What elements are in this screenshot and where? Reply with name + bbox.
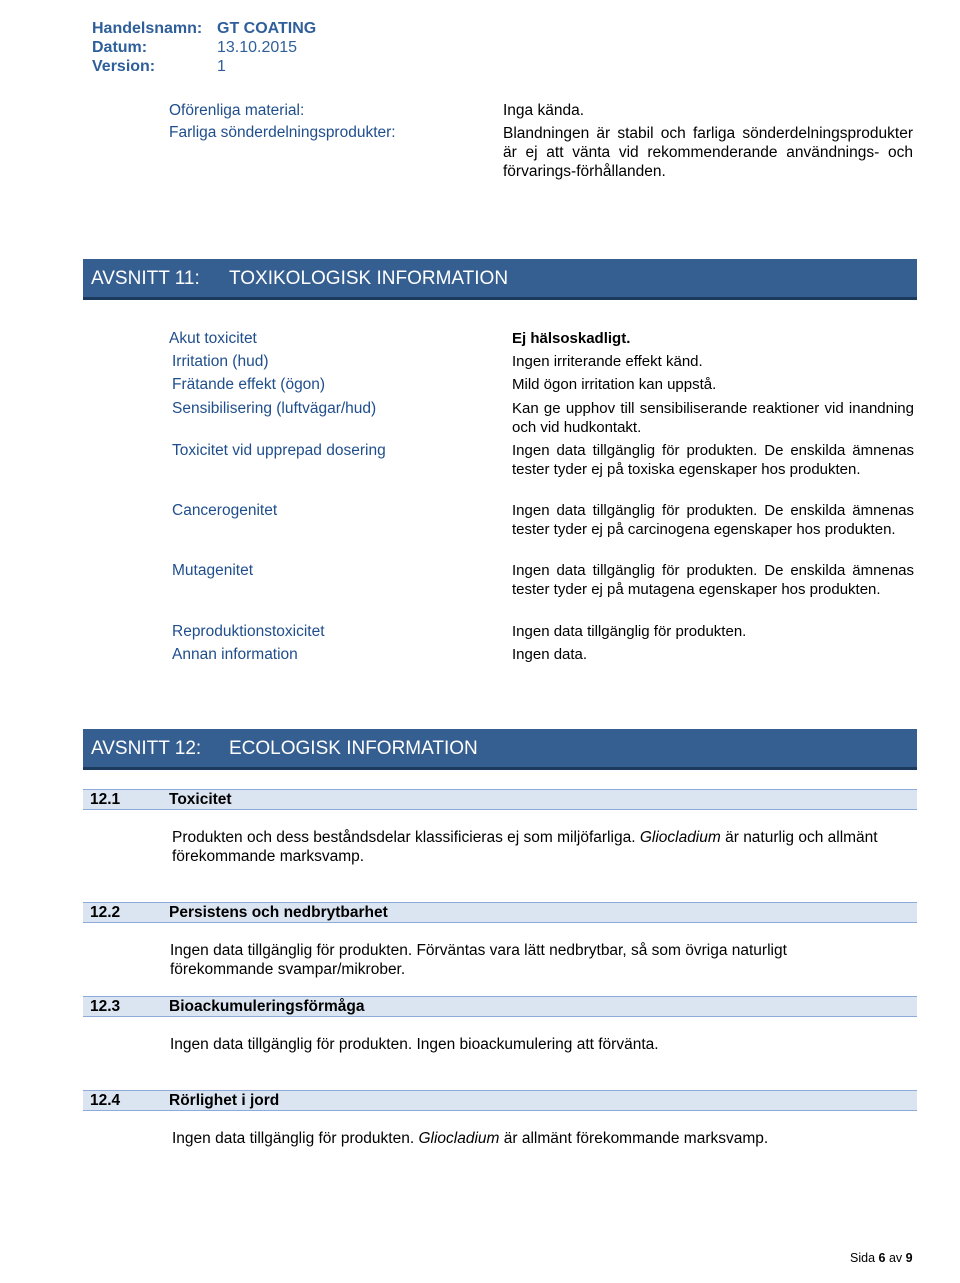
- tox-value-repeated: Ingen data tillgänglig för produkten. De enskilda ämnenas tester tyder ej på toxiska egenskaper hos produkten.: [512, 442, 914, 478]
- page-current: 6: [878, 1251, 886, 1265]
- tox-label-irritation: Irritation (hud): [172, 353, 269, 370]
- tox-value-reproduction: Ingen data tillgänglig för produkten.: [512, 623, 747, 640]
- decomposition-value: Blandningen är stabil och farliga sönderdelningsprodukter är ej att vänta vid rekommenderande användnings- och förvarings-förhållanden.: [503, 125, 913, 180]
- tox-value-acute: Ej hälsoskadligt.: [512, 330, 631, 347]
- subsection-number: 12.2: [90, 904, 121, 921]
- subsection-12-2-header: [83, 902, 917, 923]
- tox-label-repeated: Toxicitet vid upprepad dosering: [172, 442, 386, 459]
- subsection-12-3-header: [83, 996, 917, 1017]
- tox-label-mutagenicity: Mutagenitet: [172, 562, 253, 579]
- date-label: Datum:: [92, 39, 148, 56]
- subsection-number: 12.1: [90, 791, 121, 808]
- subsection-12-1-header: [83, 789, 917, 810]
- text-part: är naturlig och allmänt förekommande marksvamp.: [172, 829, 878, 865]
- tox-label-corrosive: Frätande effekt (ögon): [172, 376, 326, 393]
- italic-species-name: Gliocladium: [418, 1130, 500, 1147]
- subsection-12-4-header: [83, 1090, 917, 1111]
- section-12-number: AVSNITT 12:: [91, 738, 202, 759]
- subsection-12-4-text: [172, 1129, 917, 1148]
- tox-label-acute: Akut toxicitet: [169, 330, 257, 347]
- section-11-number: AVSNITT 11:: [91, 268, 200, 289]
- trade-name-label: Handelsnamn:: [92, 20, 203, 37]
- tox-value-carcinogenicity: Ingen data tillgänglig för produkten. De enskilda ämnenas tester tyder ej på carcinogena egenskaper hos produkten.: [512, 502, 914, 538]
- subsection-12-1-text: [172, 828, 917, 866]
- subsection-title: Bioackumuleringsförmåga: [169, 998, 365, 1015]
- subsection-number: 12.4: [90, 1092, 121, 1109]
- tox-value-sensitisation: Kan ge upphov till sensibiliserande reaktioner vid inandning och vid hudkontakt.: [512, 400, 914, 436]
- tox-value-irritation: Ingen irriterande effekt känd.: [512, 353, 703, 370]
- of-word: av: [888, 1251, 903, 1265]
- italic-species-name: Gliocladium: [639, 829, 721, 846]
- tox-value-corrosive: Mild ögon irritation kan uppstå.: [512, 376, 717, 393]
- section-11-title: TOXIKOLOGISK INFORMATION: [229, 268, 509, 289]
- subsection-12-2-text: Ingen data tillgänglig för produkten. Förväntas vara lätt nedbrytbar, så som övriga naturligt förekommande svampar/mikrober.: [170, 942, 787, 978]
- subsection-12-3-text: Ingen data tillgänglig för produkten. Ingen bioackumulering att förvänta.: [170, 1036, 659, 1053]
- tox-value-mutagenicity: Ingen data tillgänglig för produkten. De enskilda ämnenas tester tyder ej på mutagena egenskaper hos produkten.: [512, 562, 914, 598]
- text-part: Ingen data tillgänglig för produkten.: [172, 1130, 419, 1147]
- text-part: Produkten och dess beståndsdelar klassificieras ej som miljöfarliga.: [172, 829, 640, 846]
- subsection-title: Persistens och nedbrytbarhet: [169, 904, 388, 921]
- page-total: 9: [905, 1251, 913, 1265]
- tox-label-other: Annan information: [172, 646, 298, 663]
- tox-label-sensitisation: Sensibilisering (luftvägar/hud): [172, 400, 377, 417]
- subsection-title: Toxicitet: [169, 791, 232, 808]
- date-value: 13.10.2015: [217, 39, 298, 56]
- version-label: Version:: [92, 58, 156, 75]
- trade-name-value: GT COATING: [217, 20, 317, 37]
- incompatible-label: Oförenliga material:: [169, 102, 305, 119]
- decomposition-label: Farliga sönderdelningsprodukter:: [169, 124, 396, 141]
- section-12-title: ECOLOGISK INFORMATION: [229, 738, 478, 759]
- subsection-title: Rörlighet i jord: [169, 1092, 280, 1109]
- version-value: 1: [217, 58, 226, 75]
- page-word: Sida: [850, 1251, 876, 1265]
- section-11-header: [83, 259, 917, 300]
- tox-value-other: Ingen data.: [512, 646, 588, 663]
- text-part: är allmänt förekommande marksvamp.: [499, 1130, 769, 1147]
- incompatible-value: Inga kända.: [503, 102, 585, 119]
- subsection-number: 12.3: [90, 998, 121, 1015]
- tox-label-carcinogenicity: Cancerogenitet: [172, 502, 278, 519]
- section-12-header: [83, 729, 917, 770]
- page-number: [850, 1251, 913, 1265]
- tox-label-reproduction: Reproduktionstoxicitet: [172, 623, 325, 640]
- header-block: [92, 19, 316, 76]
